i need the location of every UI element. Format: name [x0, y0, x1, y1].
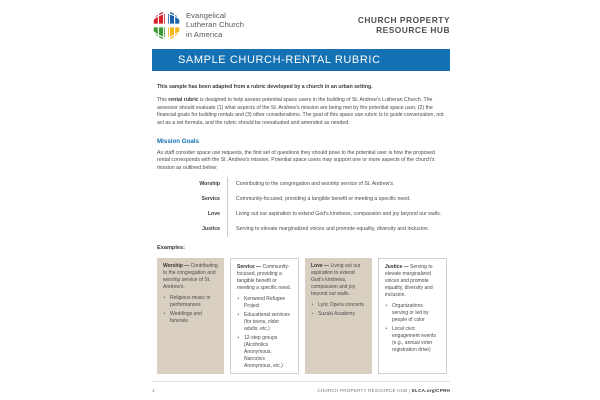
intro-paragraph	[157, 97, 445, 127]
hub-line-1: CHURCH PROPERTY	[357, 14, 450, 25]
footer-divider	[152, 381, 450, 382]
goal-label-service: Service	[201, 195, 220, 202]
elca-brand	[152, 11, 244, 40]
example-head-love	[311, 263, 366, 298]
example-box-justice	[378, 258, 447, 374]
list-item: • Kenwood Refugee Project	[237, 296, 292, 310]
page-title: SAMPLE CHURCH-RENTAL RUBRIC	[178, 54, 381, 66]
example-box-worship	[157, 258, 224, 374]
intro-post: is designed to help assess potential space users in the building of St. Andrew's Lutheran Church. The assessor should evaluate (1) what aspects of the St. Andrew's mission are being met by the potential space user, (2) the financial goals for building rentals and (3) other considerations. The goal of this space use rubric is to guide conversation, not act as a set formula, and the rubric should be reevaluated and amended as needed.	[157, 97, 444, 126]
mission-goals-heading: Mission Goals	[157, 138, 199, 146]
example-term-love: Love —	[311, 263, 330, 269]
example-head-justice	[385, 264, 440, 299]
goal-label-love: Love	[207, 210, 220, 217]
footer-hub-label: CHURCH PROPERTY RESOURCE HUB |	[317, 388, 412, 393]
goal-row	[178, 192, 448, 207]
goal-row	[178, 177, 448, 192]
example-box-service	[230, 258, 299, 374]
example-term-service: Service —	[237, 264, 262, 270]
example-list-love	[311, 302, 366, 318]
list-item: • 12-step groups (Alcoholics Anonymous, Narcotics Anonymous, etc.)	[237, 335, 292, 370]
mission-paragraph: As staff consider space use requests, the first set of questions they should pose to the potential user is how the proposed rental corresponds with the St. Andrew's mission. Potential space users may support one or more aspects of the church's mission as outlined below:	[157, 150, 435, 171]
example-box-love	[305, 258, 372, 374]
goal-desc-love: Living out our aspiration to extend God's kindness, compassion and joy beyond our walls.	[227, 207, 448, 222]
goal-label-justice: Justice	[202, 225, 220, 232]
example-desc-justice: Serving to elevate marginalized voices and promote equality, diversity and inclusion.	[385, 264, 433, 298]
example-head-service	[237, 264, 292, 292]
footer-attribution	[317, 388, 450, 393]
page-footer	[152, 388, 450, 393]
resource-hub-title	[358, 15, 450, 36]
example-desc-worship: Contributing to the congregation and worship service of St. Andrew's.	[163, 263, 218, 290]
intro-pre: This	[157, 97, 169, 104]
examples-heading: Examples:	[157, 245, 185, 251]
examples-boxes	[157, 258, 447, 374]
document-body	[157, 84, 445, 172]
page-number: 1	[152, 388, 155, 393]
brand-wordmark	[186, 11, 244, 39]
goal-row	[178, 207, 448, 222]
goal-label-worship: Worship	[199, 180, 220, 187]
list-item: • Weddings and funerals	[163, 311, 218, 325]
mission-goals-table	[178, 177, 448, 237]
example-list-service	[237, 296, 292, 370]
list-item: • Local civic engagement events (e.g., annual voter registration drive)	[385, 326, 440, 354]
example-desc-love: Living out our aspiration to extend God's kindness, compassion and joy beyond our walls.	[311, 263, 361, 297]
brand-line-3: in America	[186, 29, 223, 39]
intro-bold-line: This sample has been adapted from a rubric developed by a church in an urban setting.	[157, 84, 373, 90]
brand-line-1: Evangelical	[186, 11, 226, 21]
goal-row	[178, 222, 448, 237]
brand-line-2: Lutheran Church	[186, 20, 245, 30]
list-item: • Suzuki Academy	[311, 311, 366, 318]
example-term-justice: Justice —	[385, 264, 409, 270]
example-desc-service: Community-focused, providing a tangible benefit or meeting a specific need.	[237, 264, 291, 291]
elca-logo-icon	[152, 11, 181, 40]
example-list-worship	[163, 295, 218, 325]
goal-desc-worship: Contributing to the congregation and worship service of St. Andrew's.	[227, 177, 448, 192]
list-item: • Religious music or performances	[163, 295, 218, 309]
footer-url[interactable]: ELCA.org/CPRH	[411, 388, 450, 393]
example-list-justice	[385, 303, 440, 354]
hub-line-2: RESOURCE HUB	[376, 25, 450, 35]
page-header	[152, 8, 450, 42]
goal-desc-service: Community-focused, providing a tangible benefit or meeting a specific need.	[227, 192, 448, 207]
page-title-banner	[152, 49, 450, 71]
list-item: • Lyric Opera concerts	[311, 302, 366, 309]
list-item: • Educational services (for teens, older adults, etc.)	[237, 312, 292, 333]
example-term-worship: Worship —	[163, 263, 190, 269]
example-head-worship	[163, 263, 218, 291]
goal-desc-justice: Serving to elevate marginalized voices and promote equality, diversity and inclusion.	[227, 222, 448, 237]
list-item: • Organizations serving or led by people of color	[385, 303, 440, 324]
intro-term: rental rubric	[168, 97, 199, 104]
